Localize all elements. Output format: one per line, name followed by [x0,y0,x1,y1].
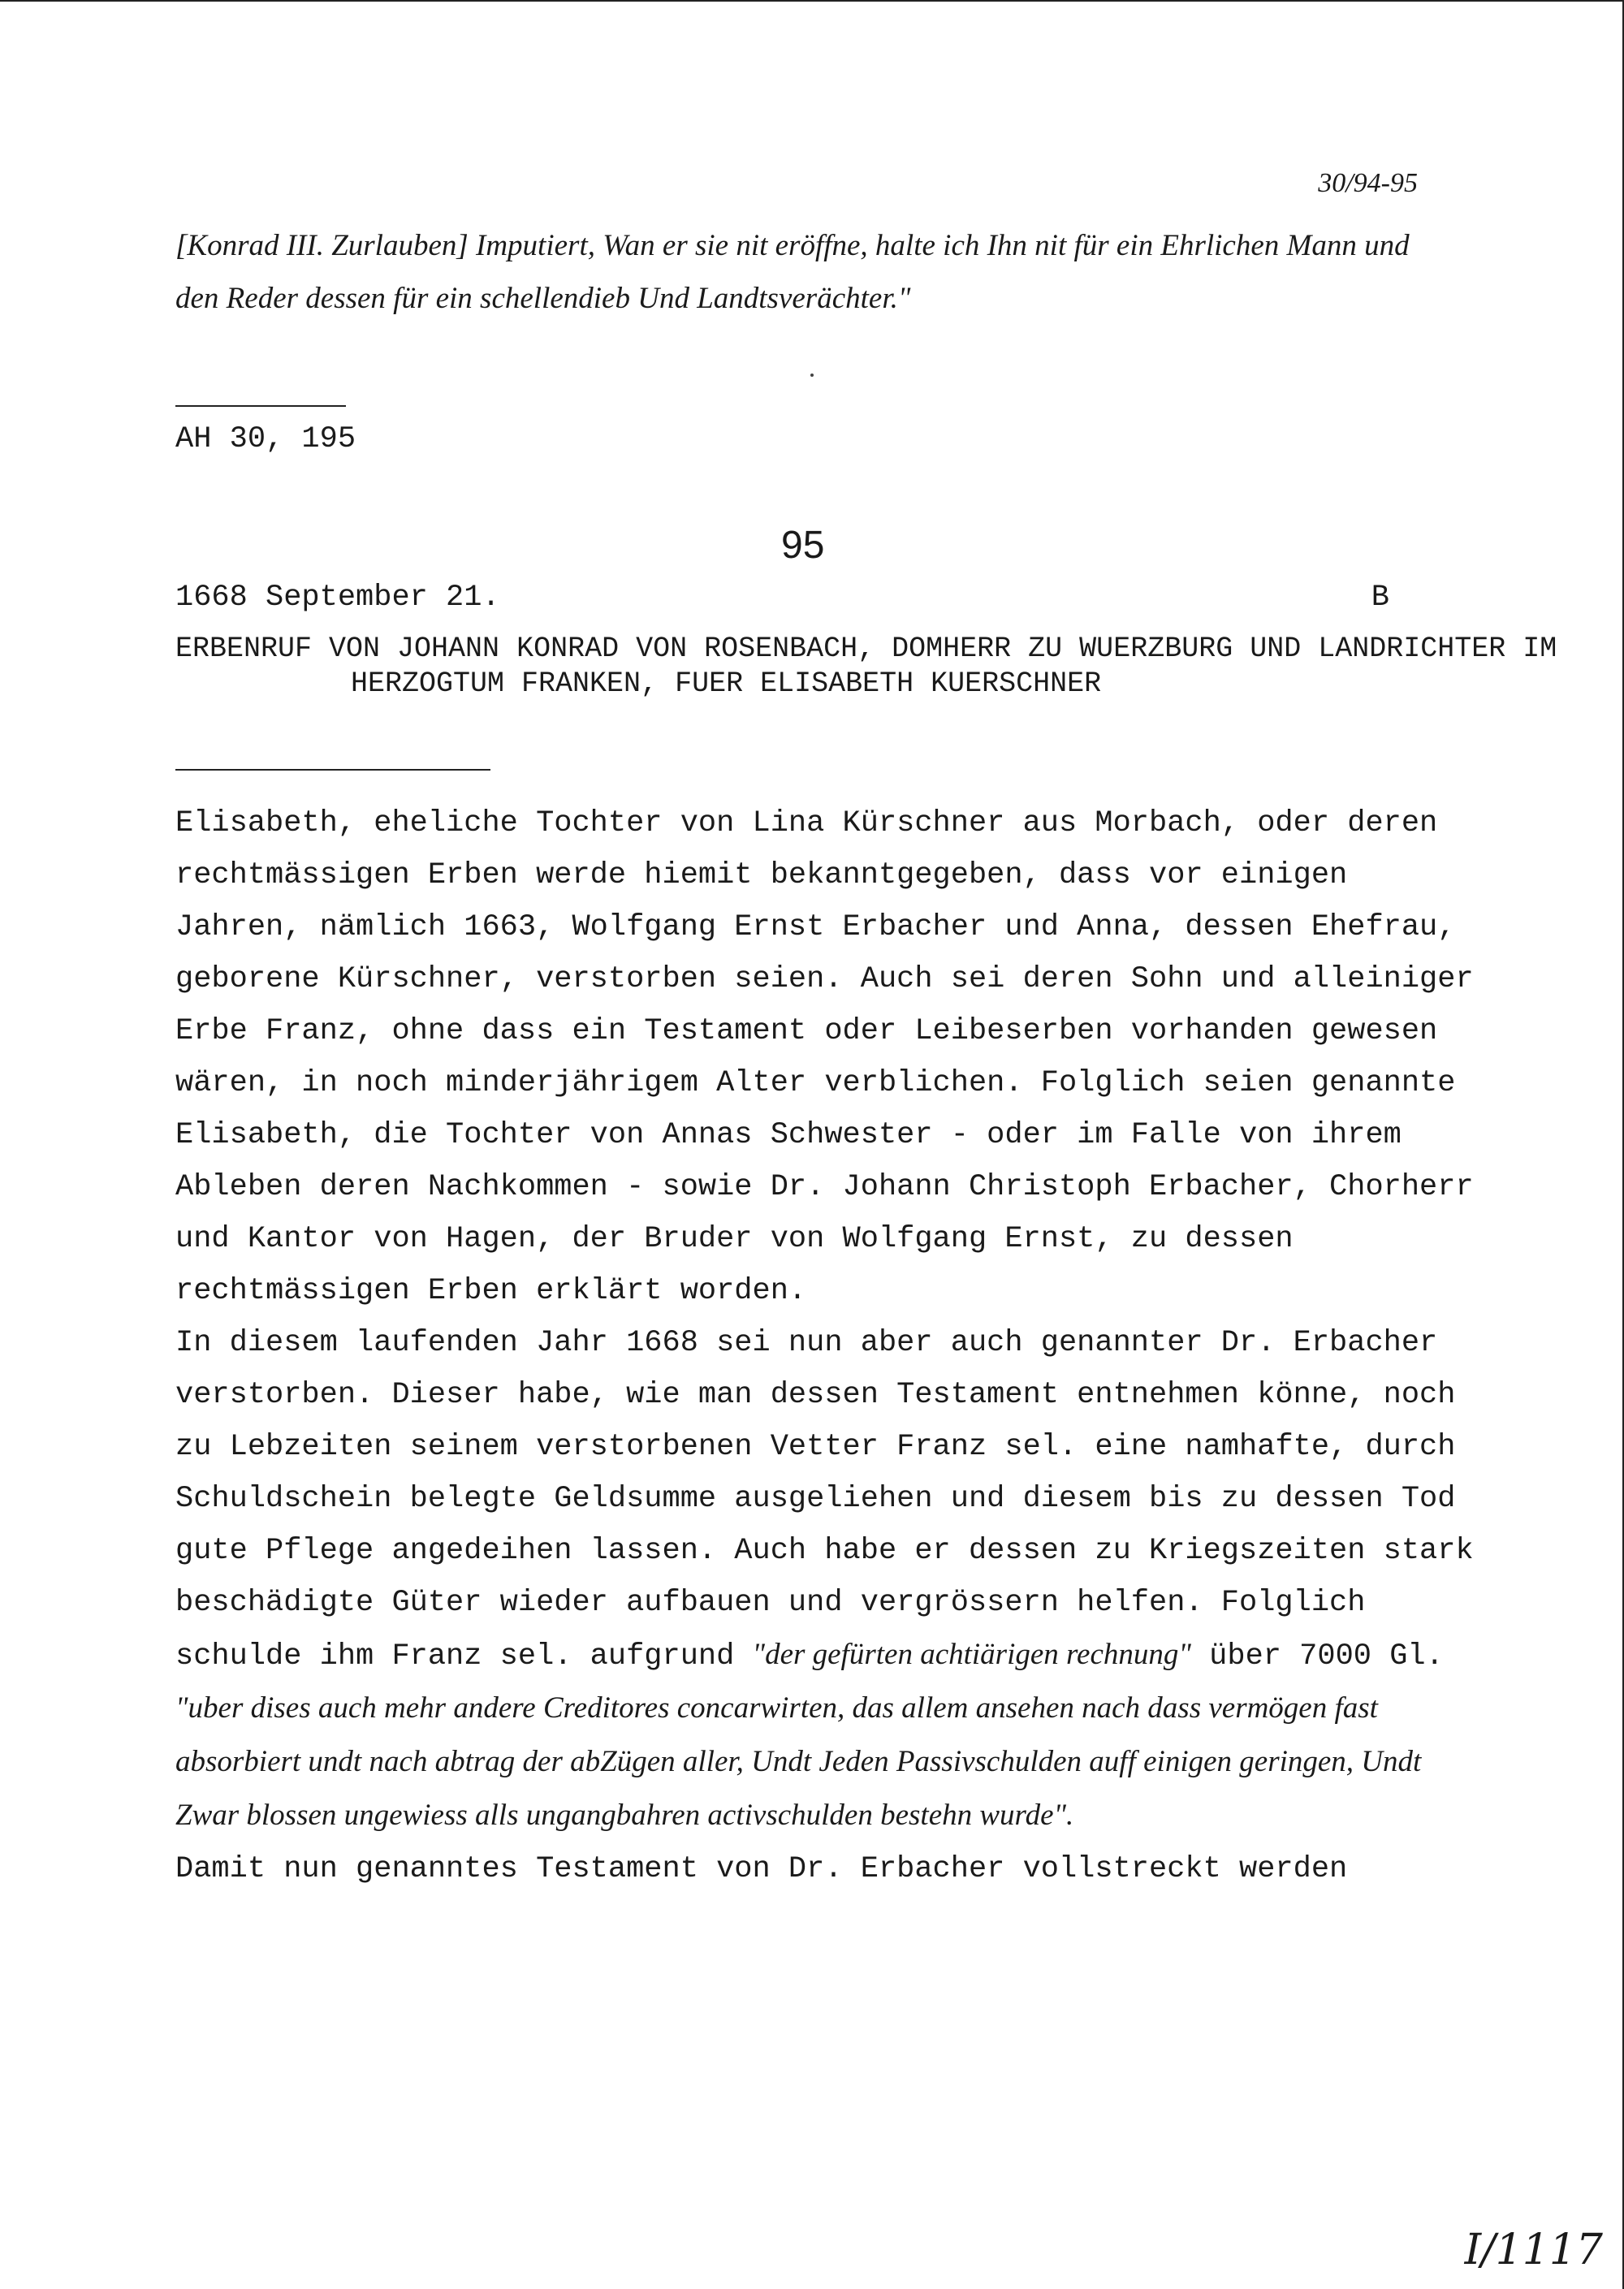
document-date: 1668 September 21. [175,581,500,615]
document-letter: B [1371,581,1389,615]
body-text: über 7000 Gl. [1209,1639,1444,1674]
footnote-divider [175,405,346,407]
document-body [175,797,1475,1895]
quoted-text: "der gefürten achtiärigen rechnung" [752,1638,1191,1671]
body-paragraph: Elisabeth, eheliche Tochter von Lina Kürschner aus Morbach, oder deren rechtmässigen Erben werde hiemit bekanntgegeben, dass vor einigen Jahren, nämlich 1663, Wolfgang Ernst Erbacher und Anna, dessen Ehefrau, geborene Kürschner, verstorben seien. Auch sei deren Sohn und alleiniger Erbe Franz, ohne dass ein Testament oder Leibeserben vorhanden gewesen wären, in noch minderjährigem Alter verblichen. Folglich seien genannte Elisabeth, die Tochter von Annas Schwester - oder im Falle von ihrem Ableben deren Nachkommen - sowie Dr. Johann Christoph Erbacher, Chorherr und Kantor von Hagen, der Bruder von Wolfgang Ernst, zu dessen rechtmässigen Erben erklärt worden. [175,806,1474,1308]
source-reference: AH 30, 195 [175,422,356,456]
title-divider [175,769,490,771]
body-text: In diesem laufenden Jahr 1668 sei nun aber auch genannter Dr. Erbacher verstorben. Dieser habe, wie man dessen Testament entnehmen könne, noch zu Lebzeiten seinem verstorbenen Vetter Franz sel. eine namhafte, durch Schuldschein belegte Geldsumme ausgeliehen und diesem bis zu dessen Tod gute Pflege angedeihen lassen. Auch habe er dessen zu Kriegszeiten stark beschädigte Güter wieder aufbauen und vergrössern helfen. Folglich schulde ihm Franz sel. aufgrund [175,1326,1474,1674]
body-paragraph: Damit nun genanntes Testament von Dr. Erbacher vollstreckt werden [175,1852,1348,1886]
previous-quote: [Konrad III. Zurlauben] Imputiert, Wan er sie nit eröffne, halte ich Ihn nit für ein Ehrlichen Mann und den Reder dessen für ein schellendieb Und Landtsverächter." [175,229,1410,315]
body-paragraph [175,1317,1475,1843]
page-reference: 30/94-95 [1318,168,1418,198]
quoted-text: "uber dises auch mehr andere Creditores concarwirten, das allem ansehen nach dass vermögen fast absorbiert undt nach abtrag der abZügen aller, Undt Jeden Passivschulden auff einigen geringen, Undt Zwar blossen ungewiess alls ungangbahren activschulden bestehn wurde". [175,1691,1422,1832]
document-number: 95 [781,524,825,567]
handwritten-signature: I/1117 [1464,2226,1603,2274]
ink-speck [810,374,814,377]
document-title: ERBENRUF VON JOHANN KONRAD VON ROSENBACH, DOMHERR ZU WUERZBURG UND LANDRICHTER IM HERZOGTUM FRANKEN, FUER ELISABETH KUERSCHNER [175,633,1557,700]
